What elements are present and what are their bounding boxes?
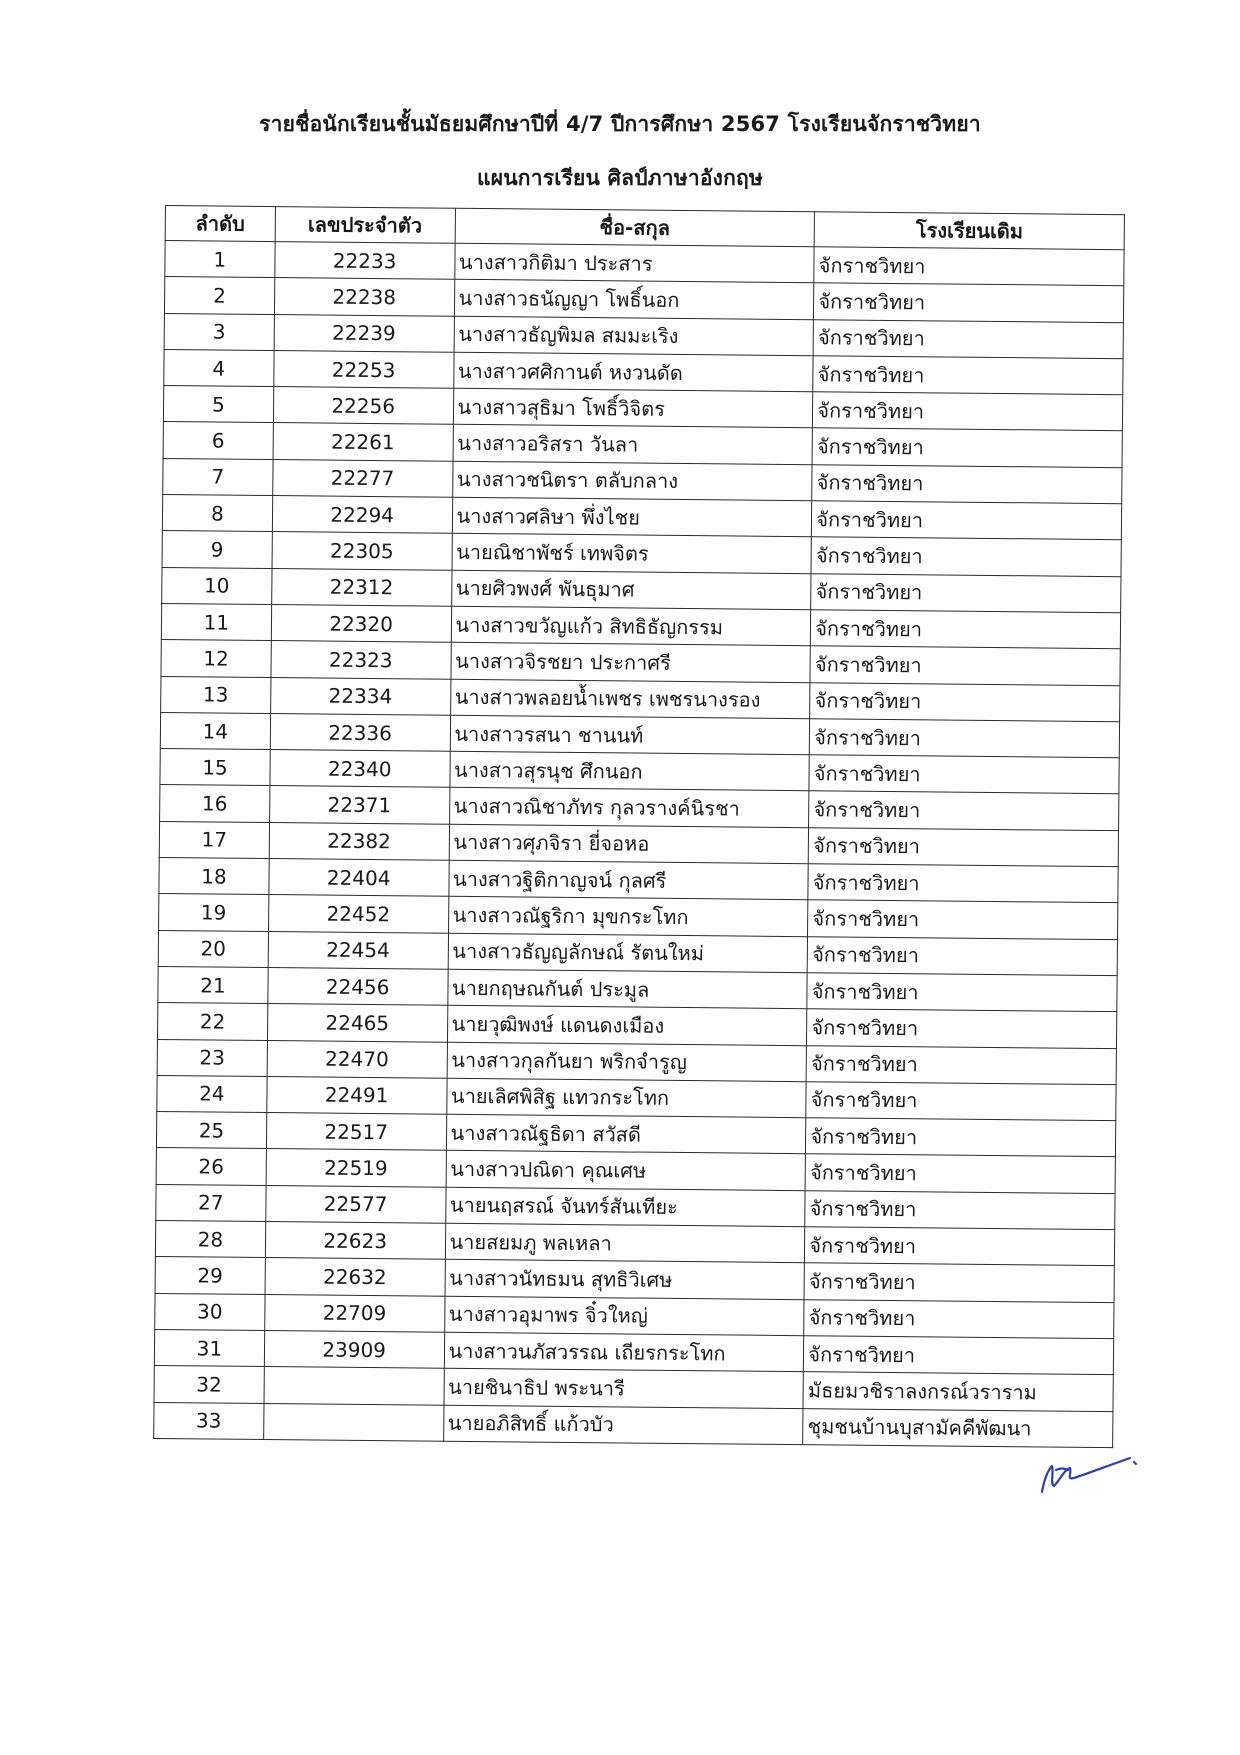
student-name-cell: นางสาวนภัสวรรณ เถียรกระโทก	[444, 1332, 804, 1372]
row-number-cell: 18	[159, 858, 269, 895]
student-id-cell: 22261	[273, 423, 453, 461]
row-number-cell: 27	[156, 1184, 266, 1221]
column-header-student-id: เลขประจำตัว	[275, 207, 455, 244]
student-id-cell	[264, 1367, 444, 1405]
student-name-cell: นางสาวอริสรา วันลา	[453, 425, 813, 465]
row-number-cell: 16	[160, 785, 270, 822]
student-id-cell: 22577	[266, 1185, 446, 1223]
student-id-cell: 22404	[269, 859, 449, 897]
previous-school-cell: จักราชวิทยา	[808, 900, 1118, 939]
student-name-cell: นางสาวชนิตรา ตลับกลาง	[452, 461, 812, 501]
student-name-cell: นางสาวธนัญญา โพธิ์นอก	[454, 280, 814, 320]
page-subtitle: แผนการเรียน ศิลป์ภาษาอังกฤษ	[477, 166, 763, 190]
student-id-cell	[263, 1403, 443, 1441]
page-title: รายชื่อนักเรียนชั้นมัธยมศึกษาปีที่ 4/7 ปีการศึกษา 2567 โรงเรียนจักราชวิทยา	[259, 112, 981, 136]
student-name-cell: นางสาวจิรชยา ประกาศรี	[450, 643, 810, 683]
previous-school-cell: มัธยมวชิราลงกรณ์วราราม	[803, 1372, 1113, 1411]
student-name-cell: นางสาวสุรนุช ศึกนอก	[449, 751, 809, 791]
student-name-cell: นางสาวอุมาพร จิ๋วใหญ่	[444, 1296, 804, 1336]
row-number-cell: 9	[162, 531, 272, 568]
column-header-full-name: ชื่อ-สกุล	[455, 208, 815, 246]
previous-school-cell: จักราชวิทยา	[807, 936, 1117, 975]
row-number-cell: 11	[161, 603, 271, 640]
row-number-cell: 29	[155, 1257, 265, 1294]
previous-school-cell: จักราชวิทยา	[811, 610, 1121, 649]
student-name-cell: นางสาวธัญพิมล สมมะเริง	[454, 316, 814, 356]
student-name-cell: นางสาวศุภจิรา ยี่จอหอ	[449, 824, 809, 864]
previous-school-cell: จักราชวิทยา	[804, 1299, 1114, 1338]
row-number-cell: 23	[157, 1039, 267, 1076]
previous-school-cell: จักราชวิทยา	[806, 1118, 1116, 1157]
student-name-cell: นางสาวกุลกันยา พริกจำรูญ	[447, 1042, 807, 1082]
student-id-cell: 22709	[264, 1294, 444, 1332]
row-number-cell: 6	[163, 422, 273, 459]
student-id-cell: 22320	[271, 605, 451, 643]
student-name-cell: นางสาวสุธิมา โพธิ์วิจิตร	[453, 388, 813, 428]
previous-school-cell: จักราชวิทยา	[813, 392, 1123, 431]
student-id-cell: 22623	[265, 1222, 445, 1260]
student-id-cell: 22454	[268, 931, 448, 969]
row-number-cell: 33	[154, 1402, 264, 1439]
row-number-cell: 2	[164, 277, 274, 314]
student-id-cell: 22312	[271, 568, 451, 606]
previous-school-cell: จักราชวิทยา	[814, 247, 1124, 286]
student-id-cell: 22294	[272, 496, 452, 534]
previous-school-cell: จักราชวิทยา	[806, 1082, 1116, 1121]
student-id-cell: 22238	[274, 278, 454, 316]
student-name-cell: นายเลิศพิสิฐ แทวกระโทก	[446, 1078, 806, 1118]
row-number-cell: 13	[161, 676, 271, 713]
previous-school-cell: จักราชวิทยา	[809, 827, 1119, 866]
student-id-cell: 22632	[265, 1258, 445, 1296]
student-name-cell: นายณิชาพัชร์ เทพจิตร	[452, 534, 812, 574]
row-number-cell: 20	[158, 930, 268, 967]
student-name-cell: นางสาวนัทธมน สุทธิวิเศษ	[445, 1260, 805, 1300]
previous-school-cell: จักราชวิทยา	[805, 1154, 1115, 1193]
row-number-cell: 30	[155, 1293, 265, 1330]
student-name-cell: นางสาวขวัญแก้ว สิทธิธัญกรรม	[451, 606, 811, 646]
student-id-cell: 22334	[270, 677, 450, 715]
row-number-cell: 1	[165, 241, 275, 278]
student-name-cell: นางสาวกิติมา ประสาร	[454, 243, 814, 283]
previous-school-cell: จักราชวิทยา	[807, 1009, 1117, 1048]
student-name-cell: นางสาวณัฐริกา มุขกระโทก	[448, 897, 808, 937]
student-name-cell: นางสาวณิชาภัทร กุลวรางค์นิรชา	[449, 788, 809, 828]
row-number-cell: 26	[156, 1148, 266, 1185]
previous-school-cell: จักราชวิทยา	[810, 719, 1120, 758]
student-name-cell: นายวุฒิพงษ์ แดนดงเมือง	[447, 1005, 807, 1045]
row-number-cell: 31	[154, 1329, 264, 1366]
row-number-cell: 3	[164, 313, 274, 350]
row-number-cell: 19	[159, 894, 269, 931]
previous-school-cell: จักราชวิทยา	[810, 646, 1120, 685]
student-roster-table	[153, 205, 1125, 1448]
student-name-cell: นายศิวพงศ์ พันธุมาศ	[451, 570, 811, 610]
row-number-cell: 25	[156, 1112, 266, 1149]
row-number-cell: 4	[164, 349, 274, 386]
column-header-previous-school: โรงเรียนเดิม	[814, 212, 1124, 250]
previous-school-cell: จักราชวิทยา	[813, 319, 1123, 358]
student-id-cell: 22470	[267, 1040, 447, 1078]
column-header-number: ลำดับ	[165, 206, 275, 242]
row-number-cell: 14	[160, 712, 270, 749]
student-name-cell: นางสาวรสนา ชานนท์	[450, 715, 810, 755]
previous-school-cell: จักราชวิทยา	[809, 791, 1119, 830]
student-id-cell: 22465	[267, 1004, 447, 1042]
student-name-cell: นางสาวฐิติกาญจน์ กุลศรี	[448, 860, 808, 900]
student-id-cell: 22382	[269, 822, 449, 860]
row-number-cell: 8	[162, 495, 272, 532]
student-name-cell: นางสาวณัฐธิดา สวัสดี	[446, 1114, 806, 1154]
previous-school-cell: จักราชวิทยา	[804, 1336, 1114, 1375]
signature-icon	[1030, 1440, 1140, 1500]
student-name-cell: นายชินาธิป พระนารี	[443, 1368, 803, 1408]
previous-school-cell: จักราชวิทยา	[811, 573, 1121, 612]
row-number-cell: 12	[161, 640, 271, 677]
row-number-cell: 32	[154, 1366, 264, 1403]
student-id-cell: 22323	[271, 641, 451, 679]
row-number-cell: 17	[159, 821, 269, 858]
previous-school-cell: จักราชวิทยา	[814, 283, 1124, 322]
row-number-cell: 10	[162, 567, 272, 604]
student-id-cell: 22256	[273, 387, 453, 425]
previous-school-cell: จักราชวิทยา	[812, 501, 1122, 540]
student-name-cell: นายสยมภู พลเหลา	[445, 1223, 805, 1263]
student-name-cell: นางสาวศศิกานต์ หงวนดัด	[453, 352, 813, 392]
previous-school-cell: จักราชวิทยา	[812, 465, 1122, 504]
row-number-cell: 28	[155, 1220, 265, 1257]
previous-school-cell: จักราชวิทยา	[810, 682, 1120, 721]
row-number-cell: 7	[163, 458, 273, 495]
previous-school-cell: จักราชวิทยา	[807, 973, 1117, 1012]
previous-school-cell: จักราชวิทยา	[812, 428, 1122, 467]
previous-school-cell: จักราชวิทยา	[804, 1263, 1114, 1302]
student-id-cell: 22336	[270, 713, 450, 751]
row-number-cell: 5	[163, 386, 273, 423]
previous-school-cell: จักราชวิทยา	[811, 537, 1121, 576]
student-id-cell: 22517	[266, 1113, 446, 1151]
student-name-cell: นายกฤษณกันต์ ประมูล	[447, 969, 807, 1009]
student-name-cell: นางสาวศลิษา พึ่งไชย	[452, 497, 812, 537]
previous-school-cell: จักราชวิทยา	[809, 755, 1119, 794]
row-number-cell: 21	[158, 966, 268, 1003]
table-body	[154, 241, 1124, 1448]
student-id-cell: 23909	[264, 1330, 444, 1368]
previous-school-cell: จักราชวิทยา	[813, 356, 1123, 395]
student-id-cell: 22371	[269, 786, 449, 824]
student-name-cell: นางสาวธัญญลักษณ์ รัตนใหม่	[448, 933, 808, 973]
row-number-cell: 15	[160, 749, 270, 786]
student-name-cell: นายอภิสิทธิ์ แก้วบัว	[443, 1405, 803, 1445]
row-number-cell: 24	[157, 1075, 267, 1112]
student-name-cell: นางสาวพลอยน้ำเพชร เพชรนางรอง	[450, 679, 810, 719]
student-id-cell: 22456	[268, 967, 448, 1005]
row-number-cell: 22	[157, 1003, 267, 1040]
student-id-cell: 22305	[272, 532, 452, 570]
previous-school-cell: จักราชวิทยา	[805, 1190, 1115, 1229]
student-id-cell: 22239	[274, 314, 454, 352]
student-name-cell: นางสาวปณิดา คุณเศษ	[446, 1151, 806, 1191]
previous-school-cell: ชุมชนบ้านบุสามัคคีพัฒนา	[803, 1408, 1113, 1447]
student-id-cell: 22233	[275, 242, 455, 280]
student-id-cell: 22277	[272, 459, 452, 497]
student-id-cell: 22491	[267, 1076, 447, 1114]
student-id-cell: 22340	[270, 750, 450, 788]
student-id-cell: 22519	[266, 1149, 446, 1187]
student-id-cell: 22452	[268, 895, 448, 933]
student-name-cell: นายนฤสรณ์ จันทร์สันเทียะ	[445, 1187, 805, 1227]
student-id-cell: 22253	[274, 350, 454, 388]
previous-school-cell: จักราชวิทยา	[806, 1045, 1116, 1084]
previous-school-cell: จักราชวิทยา	[808, 864, 1118, 903]
previous-school-cell: จักราชวิทยา	[805, 1227, 1115, 1266]
